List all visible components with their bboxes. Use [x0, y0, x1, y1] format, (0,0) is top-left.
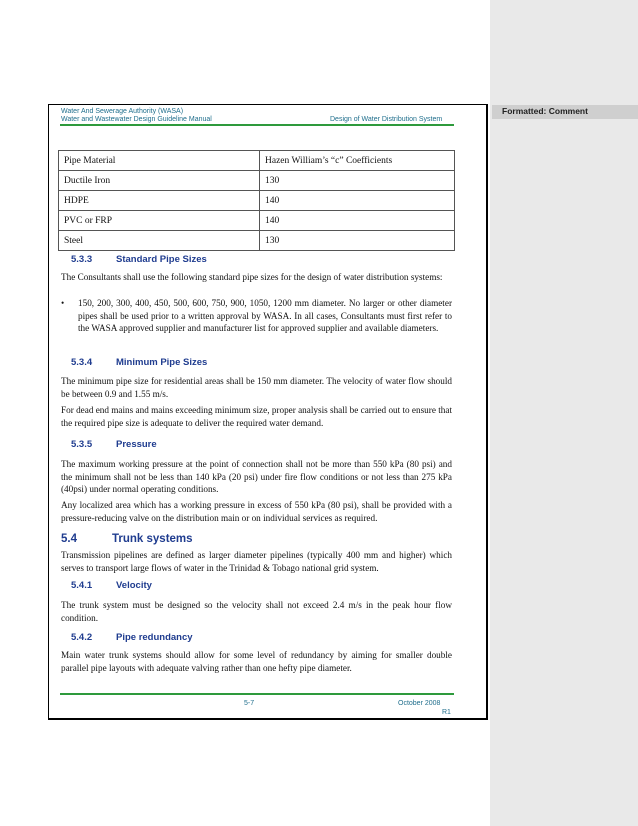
footer-rule — [60, 693, 454, 695]
table-header-row — [59, 151, 455, 171]
table-row — [59, 191, 455, 211]
paragraph: Transmission pipelines are defined as larger diameter pipelines (typically 400 mm and higher) which serves to transport large flows of water in the Trinidad & Tobago national grid system. — [61, 550, 452, 573]
paragraph: The maximum working pressure at the point of connection shall not be more than 550 kPa (80 psi) and the minimum shall not be less than 140 kPa (20 psi) under fire flow conditions or not less than 275 kPa (40psi) under normal operating conditions. — [61, 459, 452, 494]
section-number: 5.3.3 — [71, 254, 93, 265]
section-number: 5.4.2 — [71, 632, 93, 643]
table-cell: 140 — [260, 211, 455, 231]
table-header-cell: Hazen William’s “c” Coefficients — [260, 151, 455, 171]
paragraph: The Consultants shall use the following standard pipe sizes for the design of water distribution systems: — [61, 272, 443, 282]
list-item-text: 150, 200, 300, 400, 450, 500, 600, 750, 900, 1050, 1200 mm diameter. No larger or other diameter pipes shall be used prior to a written approval by WASA. In all cases, Consultants must first refer to the WASA approved supplier and manufacturer list for approved supplier and available diameters. — [78, 298, 452, 333]
section-title: Minimum Pipe Sizes — [116, 357, 208, 368]
section-title: Standard Pipe Sizes — [116, 254, 207, 265]
header-chapter: Design of Water Distribution System — [330, 116, 443, 123]
table-row — [59, 171, 455, 191]
section-title: Pressure — [116, 439, 157, 450]
section-number: 5.4 — [61, 533, 77, 545]
paragraph: The minimum pipe size for residential areas shall be 150 mm diameter. The velocity of water flow should be between 0.9 and 1.55 m/s. — [61, 376, 452, 399]
paragraph: Any localized area which has a working pressure in excess of 550 kPa (80 psi), shall be provided with a pressure-reducing valve on the distribution main or on individual services as required. — [61, 500, 452, 523]
section-title: Trunk systems — [112, 533, 193, 545]
comment-pane — [490, 0, 638, 826]
section-title: Velocity — [116, 580, 152, 591]
hazen-williams-table — [58, 150, 455, 251]
section-number: 5.3.5 — [71, 439, 93, 450]
table-cell: 130 — [260, 171, 455, 191]
paragraph: For dead end mains and mains exceeding minimum size, proper analysis shall be carried out to ensure that the required pipe size is adequate to deliver the required water demand. — [61, 405, 452, 428]
table-cell: 140 — [260, 191, 455, 211]
section-title: Pipe redundancy — [116, 632, 193, 643]
bullet-marker: • — [61, 298, 65, 308]
section-number: 5.4.1 — [71, 580, 93, 591]
table-cell: 130 — [260, 231, 455, 251]
table-row — [59, 211, 455, 231]
header-rule — [60, 124, 454, 126]
paragraph: The trunk system must be designed so the velocity shall not exceed 2.4 m/s in the peak hour flow condition. — [61, 600, 452, 623]
table-cell: Steel — [59, 231, 260, 251]
comment-label: Formatted: Comment — [502, 106, 588, 116]
table-cell: PVC or FRP — [59, 211, 260, 231]
header-manual: Water and Wastewater Design Guideline Manual — [61, 116, 212, 123]
paragraph: Main water trunk systems should allow for some level of redundancy by aiming for smaller double parallel pipe layouts with adequate valving rather than one hefty pipe diameter. — [61, 650, 452, 673]
header-org: Water And Sewerage Authority (WASA) — [61, 108, 184, 115]
table-cell: Ductile Iron — [59, 171, 260, 191]
section-number: 5.3.4 — [71, 357, 93, 368]
footer-date: October 2008 — [398, 700, 441, 707]
table-row — [59, 231, 455, 251]
list-item — [61, 297, 452, 335]
table-header-cell: Pipe Material — [59, 151, 260, 171]
footer-revision: R1 — [442, 709, 451, 716]
table-cell: HDPE — [59, 191, 260, 211]
footer-page-number: 5-7 — [244, 700, 255, 707]
